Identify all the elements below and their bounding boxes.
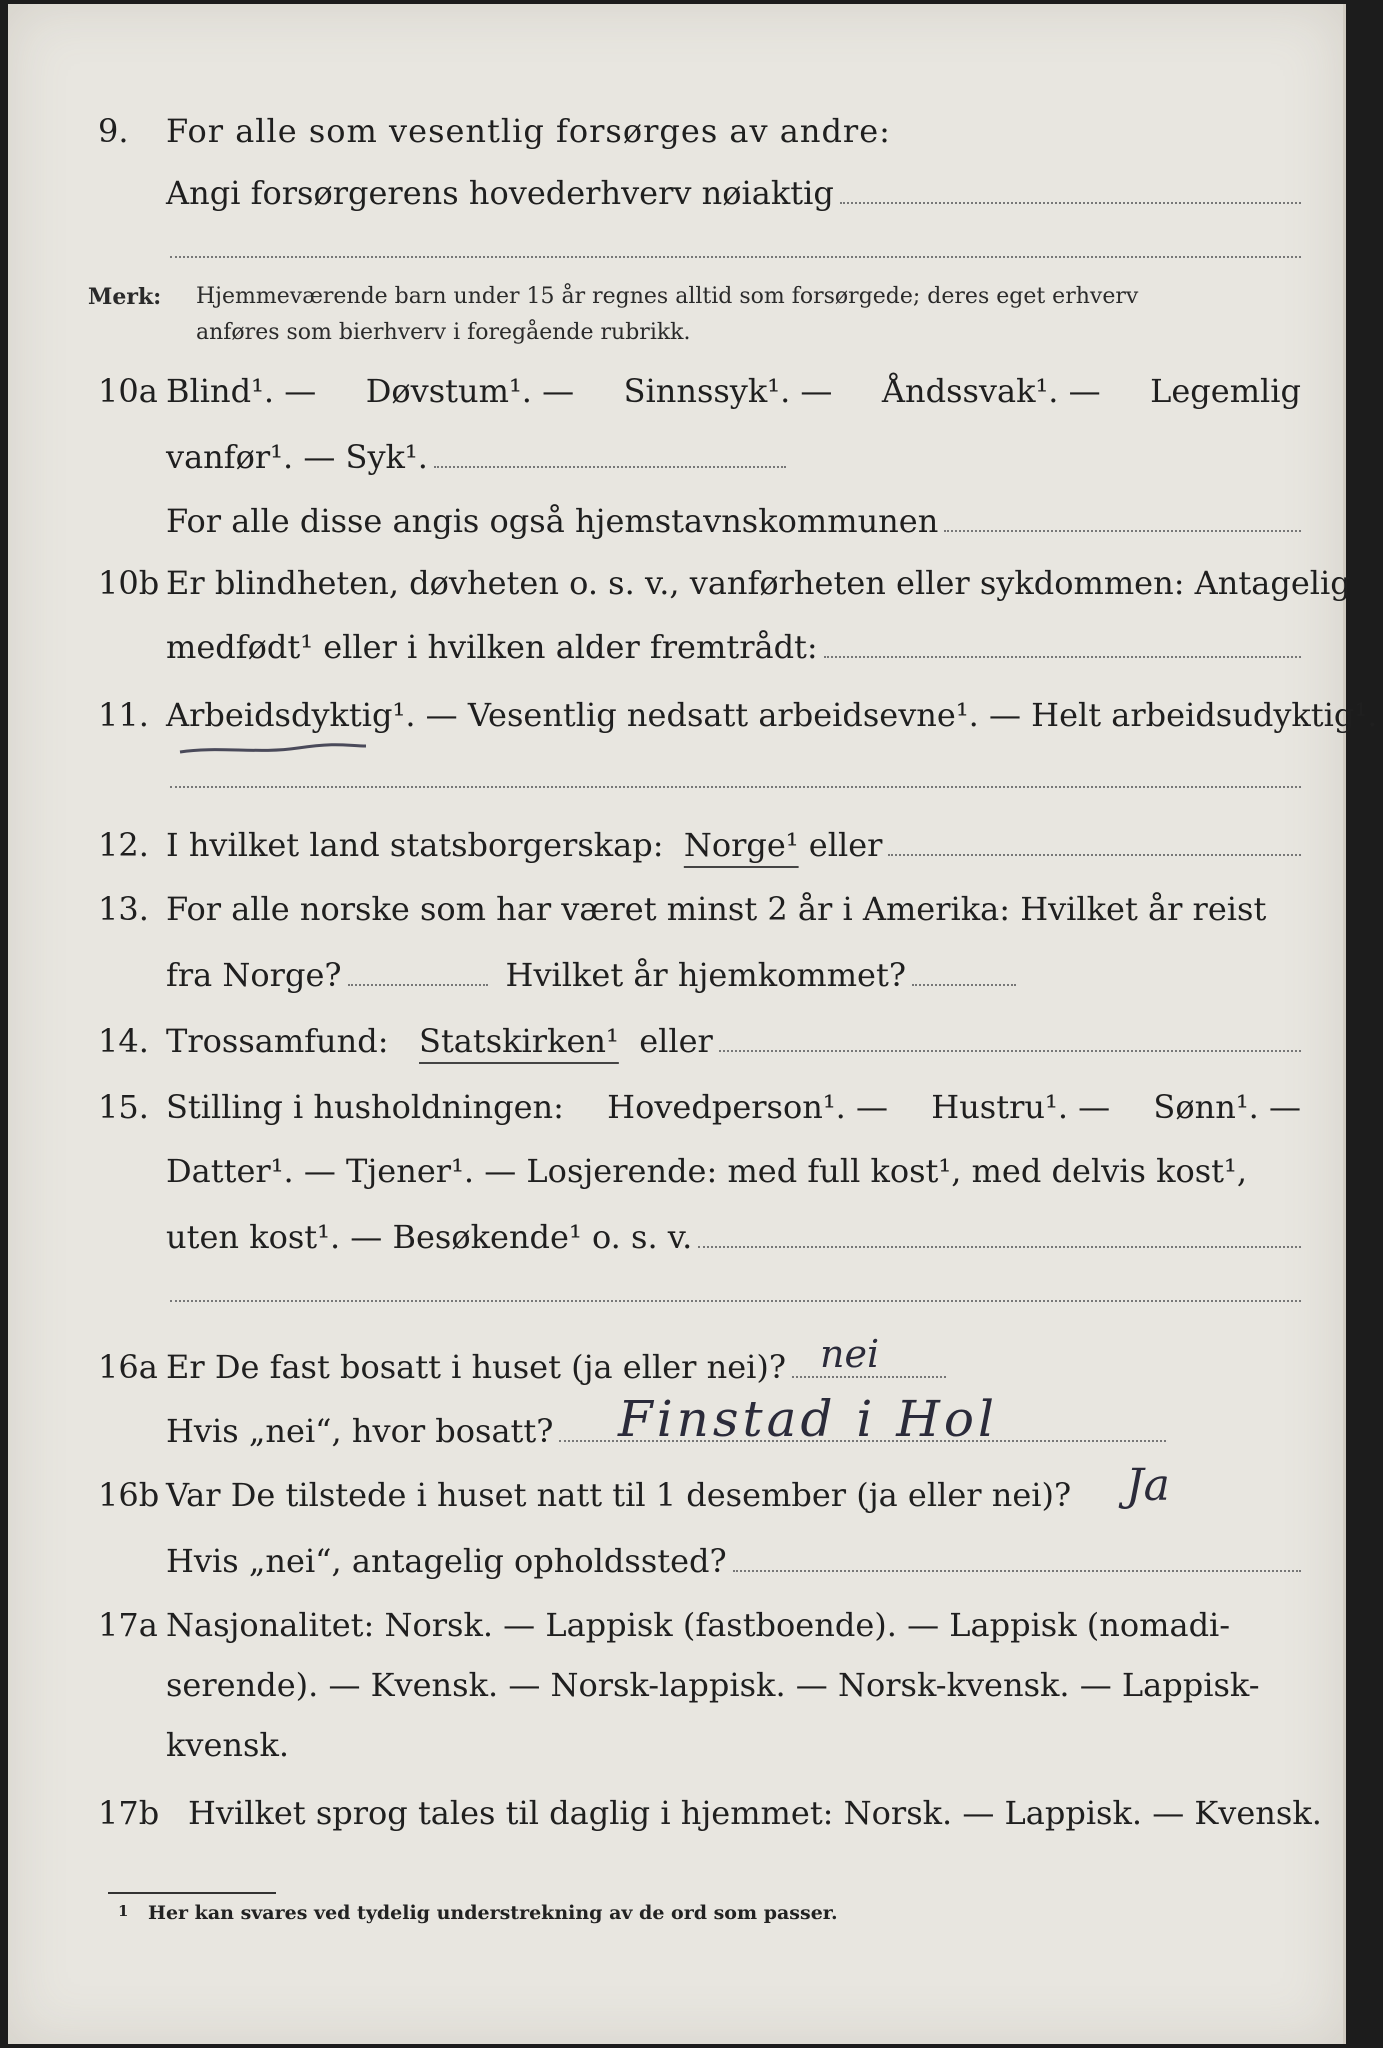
question-17a-line2: [8, 1666, 1343, 1726]
question-15-line1: [8, 1088, 1343, 1148]
dotted-answer-line: [840, 180, 1301, 204]
answer-field[interactable]: [166, 502, 1301, 540]
question-text: For alle som vesentlig forsørges av andre:: [166, 112, 891, 150]
question-text: fra Norge?: [166, 956, 342, 994]
question-text: eller: [639, 1022, 713, 1060]
question-9-line2: [8, 174, 1343, 234]
merk-text: anføres som bierhverv i foregående rubrikk.: [196, 320, 691, 345]
dotted-answer-line: [698, 1224, 1301, 1248]
option-hustru[interactable]: Hustru¹. —: [931, 1088, 1111, 1126]
answer-field[interactable]: [166, 1218, 1301, 1256]
question-10a-line1: [8, 372, 1343, 432]
dotted-answer-line: [434, 444, 786, 468]
merk-label: Merk:: [88, 284, 162, 310]
question-number: 16a: [98, 1348, 158, 1386]
question-text: Stilling i husholdningen:: [166, 1088, 564, 1126]
question-number: 12.: [98, 826, 149, 864]
option-list: [166, 372, 1301, 410]
question-number: 17a: [98, 1606, 158, 1644]
answer-field[interactable]: [166, 628, 1301, 666]
question-text: Er De fast bosatt i huset (ja eller nei)?: [166, 1348, 787, 1386]
question-13-line2: [8, 956, 1343, 1016]
question-9-line1: [8, 112, 1343, 172]
answer-field[interactable]: [166, 1022, 1301, 1060]
option-legemlig[interactable]: Legemlig: [1150, 372, 1301, 410]
dotted-answer-line[interactable]: [170, 786, 1301, 788]
question-text: Var De tilstede i huset natt til 1 desember (ja eller nei)?: [166, 1476, 1072, 1514]
question-text: For alle norske som har været minst 2 år i Amerika: Hvilket år reist: [166, 890, 1267, 928]
handwritten-underline-mark: [178, 740, 368, 756]
dotted-answer-line[interactable]: [170, 1300, 1301, 1302]
question-10b-line1: [8, 564, 1351, 624]
dotted-answer-line: [348, 962, 488, 986]
option-andssvak[interactable]: Åndssvak¹. —: [881, 372, 1101, 410]
question-text: Er blindheten, døvheten o. s. v., vanførheten eller sykdommen: Antagelig: [166, 564, 1351, 602]
option-norge-underlined[interactable]: Norge¹: [683, 826, 799, 864]
dotted-answer-line: [824, 634, 1301, 658]
question-number: 13.: [98, 890, 149, 928]
option-list[interactable]: kvensk.: [166, 1726, 289, 1764]
option-blind[interactable]: Blind¹. —: [166, 372, 317, 410]
option-list: [166, 1088, 1301, 1126]
option-sinnssyk[interactable]: Sinnssyk¹. —: [623, 372, 833, 410]
question-number: 17b: [98, 1794, 160, 1832]
question-15-line3: [8, 1218, 1343, 1278]
question-number: 11.: [98, 696, 149, 734]
census-form-page: [8, 4, 1378, 2044]
footnote: [118, 1902, 838, 1924]
question-text: medfødt¹ eller i hvilken alder fremtrådt:: [166, 628, 818, 666]
handwritten-answer: Finstad i Hol: [618, 1390, 998, 1448]
question-10a-line2: [8, 438, 1343, 498]
question-17a-line3: [8, 1726, 1343, 1786]
answer-field[interactable]: [166, 1476, 1071, 1514]
question-10b-line2: [8, 628, 1343, 688]
question-text: Hvilket år hjemkommet?: [505, 956, 906, 994]
question-17a-line1: [8, 1606, 1343, 1666]
question-text: Hvis „nei“, hvor bosatt?: [166, 1412, 554, 1450]
question-number: 9.: [98, 112, 129, 150]
option-statskirken-underlined[interactable]: Statskirken¹: [419, 1022, 619, 1060]
question-text: Hvis „nei“, antagelig opholdssted?: [166, 1542, 727, 1580]
question-14-line: [8, 1022, 1343, 1082]
merk-note-line2: [8, 320, 1343, 380]
question-16b-line2: [8, 1542, 1343, 1602]
option-list[interactable]: Hvilket sprog tales til daglig i hjemmet: Norsk. — Lappisk. — Kvensk.: [188, 1794, 1322, 1832]
option-list[interactable]: Nasjonalitet: Norsk. — Lappisk (fastboende). — Lappisk (nomadi-: [166, 1606, 1231, 1644]
option-list[interactable]: serende). — Kvensk. — Norsk-lappisk. — Norsk-kvensk. — Lappisk-: [166, 1666, 1260, 1704]
answer-field[interactable]: [166, 174, 1301, 212]
question-text: eller: [808, 826, 883, 864]
option-list: [166, 696, 1377, 734]
dotted-answer-line: [912, 962, 1016, 986]
footnote-text: Her kan svares ved tydelig understrekning av de ord som passer.: [148, 1902, 838, 1924]
question-text: I hvilket land statsborgerskap:: [166, 826, 664, 864]
question-number: 16b: [98, 1476, 160, 1514]
question-number: 10b: [98, 564, 160, 602]
option-list: uten kost¹. — Besøkende¹ o. s. v.: [166, 1218, 693, 1256]
dotted-answer-line: [888, 832, 1301, 856]
option-arbeidsdyktig[interactable]: Arbeidsdyktig¹.: [166, 696, 416, 734]
question-number: 15.: [98, 1088, 149, 1126]
answer-field[interactable]: [166, 956, 1016, 994]
handwritten-answer: Ja: [1126, 1460, 1170, 1511]
question-number: 10a: [98, 372, 158, 410]
option-rest[interactable]: — Vesentlig nedsatt arbeidsevne¹. — Helt arbeidsudyktig¹.: [425, 696, 1378, 734]
question-13-line1: [8, 890, 1343, 950]
answer-field[interactable]: [166, 1542, 1301, 1580]
question-text: Angi forsørgerens hovederhverv nøiaktig: [166, 174, 834, 212]
dotted-answer-line[interactable]: [170, 256, 1301, 258]
option-hovedperson[interactable]: Hovedperson¹. —: [607, 1088, 889, 1126]
question-17b-line: [8, 1794, 1343, 1854]
merk-text: Hjemmeværende barn under 15 år regnes alltid som forsørgede; deres eget erhverv: [196, 284, 1139, 309]
question-text: For alle disse angis også hjemstavnskommunen: [166, 502, 939, 540]
handwritten-answer: nei: [820, 1332, 880, 1376]
question-15-line2: [8, 1152, 1343, 1212]
option-dovstum[interactable]: Døvstum¹. —: [365, 372, 575, 410]
dotted-answer-line: [733, 1548, 1301, 1572]
question-10a-line3: [8, 502, 1343, 562]
question-12-line: [8, 826, 1343, 886]
answer-field[interactable]: [166, 438, 786, 476]
question-16b-line1: [8, 1460, 1343, 1536]
question-text: Trossamfund:: [166, 1022, 389, 1060]
dotted-answer-line: [719, 1028, 1301, 1052]
footnote-mark: 1: [118, 1902, 129, 1920]
footnote-rule: [108, 1892, 276, 1894]
dotted-answer-line: [944, 508, 1301, 532]
option-list[interactable]: Datter¹. — Tjener¹. — Losjerende: med full kost¹, med delvis kost¹,: [166, 1152, 1248, 1190]
option-sonn[interactable]: Sønn¹. —: [1153, 1088, 1301, 1126]
option-vanfor-syk: vanfør¹. — Syk¹.: [166, 438, 428, 476]
question-number: 14.: [98, 1022, 149, 1060]
answer-field[interactable]: [166, 826, 1301, 864]
